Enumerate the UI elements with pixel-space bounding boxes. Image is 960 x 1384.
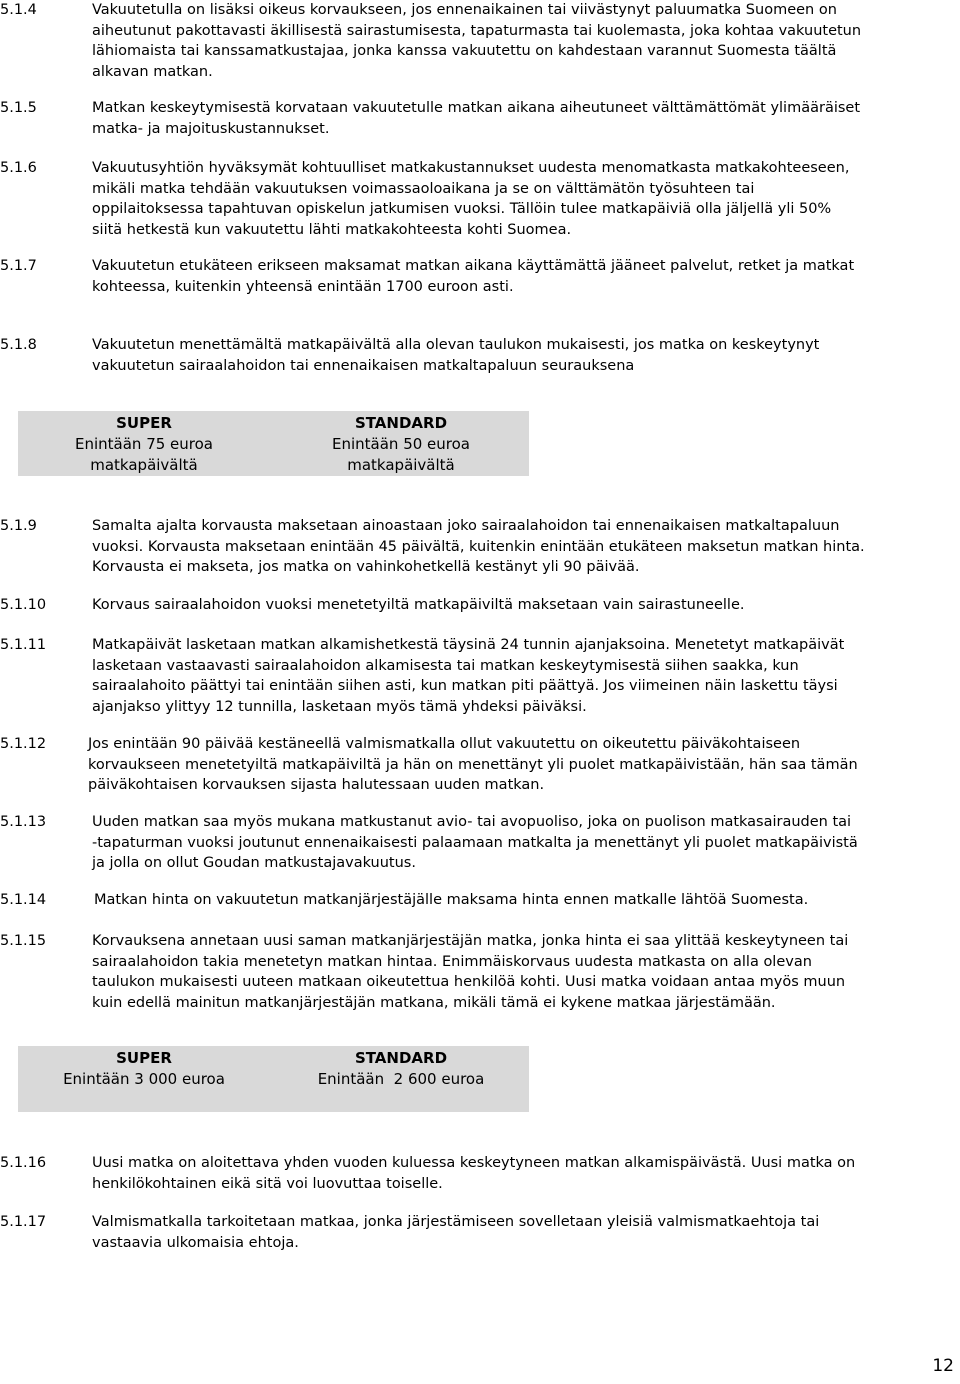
text-line: taulukon mukaisesti uuteen matkaan oikeutettua henkilöä kohti. Uusi matka voidaan antaa myös muun: [92, 974, 846, 990]
text-line: alkavan matkan.: [92, 63, 213, 80]
text-line: Matkan hinta on vakuutetun matkanjärjestäjälle maksama hinta ennen matkalle lähtöä Suomesta.: [94, 892, 809, 908]
text-line: korvaukseen menetetyiltä matkapäiviltä ja hän on menettänyt yli puolet matkapäivistään, hän saa tämän: [88, 756, 858, 773]
clause-text: [92, 635, 958, 717]
text-line: vastaavia ulkomaisia ehtoja.: [92, 1234, 299, 1251]
clause-number: 5.1.7: [0, 258, 37, 274]
clause-text: [92, 1212, 958, 1253]
clause-text: [92, 812, 958, 874]
clause-number: 5.1.4: [0, 2, 37, 18]
clause-text: [92, 1153, 958, 1194]
text-line: sairaalahoito päättyi tai enintään siihen asti, kun matkan piti päättyä. Jos viimeinen näin laskettu täysi: [92, 678, 838, 694]
text-line: Uuden matkan saa myös mukana matkustanut avio- tai avopuoliso, joka on puolison matkasairauden tai: [92, 814, 852, 830]
standard-amount: Enintään 50 euroa: [332, 435, 470, 453]
text-line: Jos enintään 90 päivää kestäneellä valmismatkalla ollut vakuutettu on oikeutettu päiväkohtaiseen: [88, 736, 801, 752]
text-line: Uusi matka on aloitettava yhden vuoden kuluessa keskeytyneen matkan alkamispäivästä. Uusi matka on: [92, 1155, 856, 1171]
new-trip-compensation-table: [18, 1046, 529, 1112]
standard-heading: STANDARD: [354, 414, 448, 432]
super-column: [18, 1048, 270, 1090]
text-line: Korvauksena annetaan uusi saman matkanjärjestäjän matka, jonka hinta ei saa ylittää keskeytyneen tai: [92, 933, 849, 949]
standard-column: [288, 1048, 514, 1090]
clause-number: 5.1.10: [0, 597, 47, 613]
clause-number: 5.1.8: [0, 337, 37, 353]
clause-number: 5.1.16: [0, 1155, 47, 1171]
text-line: vakuutetun sairaalahoidon tai ennenaikaisen matkaltapaluun seurauksena: [92, 357, 635, 374]
super-amount: Enintään 3 000 euroa: [63, 1070, 225, 1088]
clause-text: [92, 595, 958, 616]
clause-text: [92, 516, 958, 578]
clause-number: 5.1.13: [0, 814, 47, 830]
clause-number: 5.1.6: [0, 160, 37, 176]
page-number: 12: [932, 1356, 954, 1376]
text-line: vuoksi. Korvausta maksetaan enintään 45 päivältä, kuitenkin enintään etukäteen maksetun matkan hinta.: [92, 538, 865, 555]
standard-unit: matkapäivältä: [347, 456, 455, 474]
clause-number: 5.1.11: [0, 637, 47, 653]
text-line: ja jolla on ollut Goudan matkustajavakuutus.: [92, 855, 416, 871]
text-line: ajanjakso ylittyy 12 tunnilla, lasketaan myös tämä yhdeksi päiväksi.: [92, 698, 587, 715]
text-line: kuin edellä mainitun matkanjärjestäjän matkana, mikäli tämä ei kykene matkaa järjestämään.: [92, 994, 776, 1011]
text-line: henkilökohtainen eikä sitä voi luovuttaa toiselle.: [92, 1175, 443, 1192]
text-line: Korvausta ei makseta, jos matka on vahinkohetkellä kestänyt yli 90 päivää.: [92, 559, 640, 575]
text-line: kohteessa, kuitenkin yhteensä enintään 1700 euroon asti.: [92, 278, 514, 295]
text-line: lähiomaista tai kanssamatkustajaa, jonka kanssa vakuutettu on kahdestaan varannut Suomesta täältä: [92, 43, 837, 59]
text-line: matka- ja majoituskustannukset.: [92, 120, 330, 137]
text-line: Matkan keskeytymisestä korvataan vakuutetulle matkan aikana aiheutuneet välttämättömät ylimääräiset: [92, 100, 861, 116]
daily-compensation-table: [18, 411, 529, 476]
clause-number: 5.1.14: [0, 892, 47, 908]
text-line: Samalta ajalta korvausta maksetaan ainoastaan joko sairaalahoidon tai ennenaikaisen matkaltapaluun: [92, 518, 840, 534]
clause-text: [92, 931, 958, 1013]
super-amount: Enintään 75 euroa: [75, 435, 213, 453]
text-line: Vakuutusyhtiön hyväksymät kohtuulliset matkakustannukset uudesta menomatkasta matkakohteeseen,: [92, 160, 850, 176]
standard-amount: Enintään 2 600 euroa: [317, 1070, 485, 1088]
super-column: [18, 413, 270, 476]
clause-number: 5.1.5: [0, 100, 37, 116]
clause-text: [92, 98, 958, 139]
text-line: Vakuutetun etukäteen erikseen maksamat matkan aikana käyttämättä jääneet palvelut, retket ja matkat: [92, 258, 855, 274]
clause-number: 5.1.15: [0, 933, 47, 949]
text-line: siitä hetkestä kun vakuutettu lähti matkakohteesta kohti Suomea.: [92, 221, 572, 238]
text-line: sairaalahoidon takia menetetyn matkan hintaa. Enimmäiskorvaus uudesta matkasta on alla olevan: [92, 953, 812, 970]
clause-number: 5.1.9: [0, 518, 37, 534]
clause-text: [94, 890, 960, 911]
clause-text: [88, 734, 954, 796]
text-line: Matkapäivät lasketaan matkan alkamishetkestä täysinä 24 tunnin ajanjaksoina. Menetetyt matkapäivät: [92, 637, 845, 653]
text-line: -tapaturman vuoksi joutunut ennenaikaisesti palaamaan matkalta ja menettänyt yli puolet matkapäivistä: [92, 834, 858, 851]
text-line: Korvaus sairaalahoidon vuoksi menetetyiltä matkapäiviltä maksetaan vain sairastuneelle.: [92, 597, 745, 613]
clause-text: [92, 158, 958, 240]
text-line: mikäli matka tehdään vakuutuksen voimassaoloaikana ja se on välttämätön työsuhteen tai: [92, 180, 755, 197]
text-line: lasketaan vastaavasti sairaalahoidon alkamisesta tai matkan keskeytymisestä siihen saakka, kun: [92, 657, 799, 674]
text-line: oppilaitoksessa tapahtuvan opiskelun jatkumisen vuoksi. Tällöin tulee matkapäiviä olla jäljellä yli 50%: [92, 201, 832, 217]
text-line: Vakuutetun menettämältä matkapäivältä alla olevan taulukon mukaisesti, jos matka on keskeytynyt: [92, 337, 820, 353]
text-line: päiväkohtaisen korvauksen sijasta halutessaan uuden matkan.: [88, 777, 545, 793]
clause-number: 5.1.17: [0, 1214, 47, 1230]
clause-number: 5.1.12: [0, 736, 47, 752]
clause-text: [92, 0, 958, 82]
super-heading: SUPER: [116, 414, 172, 432]
super-unit: matkapäivältä: [90, 456, 198, 474]
text-line: Valmismatkalla tarkoitetaan matkaa, jonka järjestämiseen sovelletaan yleisiä valmismatkaehtoja tai: [92, 1214, 820, 1230]
clause-text: [92, 256, 958, 297]
text-line: aiheutunut pakottavasti äkillisestä sairastumisesta, tapaturmasta tai kuolemasta, joka kohtaa vakuutetun: [92, 22, 862, 39]
super-heading: SUPER: [116, 1049, 172, 1067]
text-line: Vakuutetulla on lisäksi oikeus korvaukseen, jos ennenaikainen tai viivästynyt paluumatka Suomeen on: [92, 2, 837, 18]
clause-text: [92, 335, 958, 376]
standard-column: [288, 413, 514, 476]
standard-heading: STANDARD: [354, 1049, 448, 1067]
